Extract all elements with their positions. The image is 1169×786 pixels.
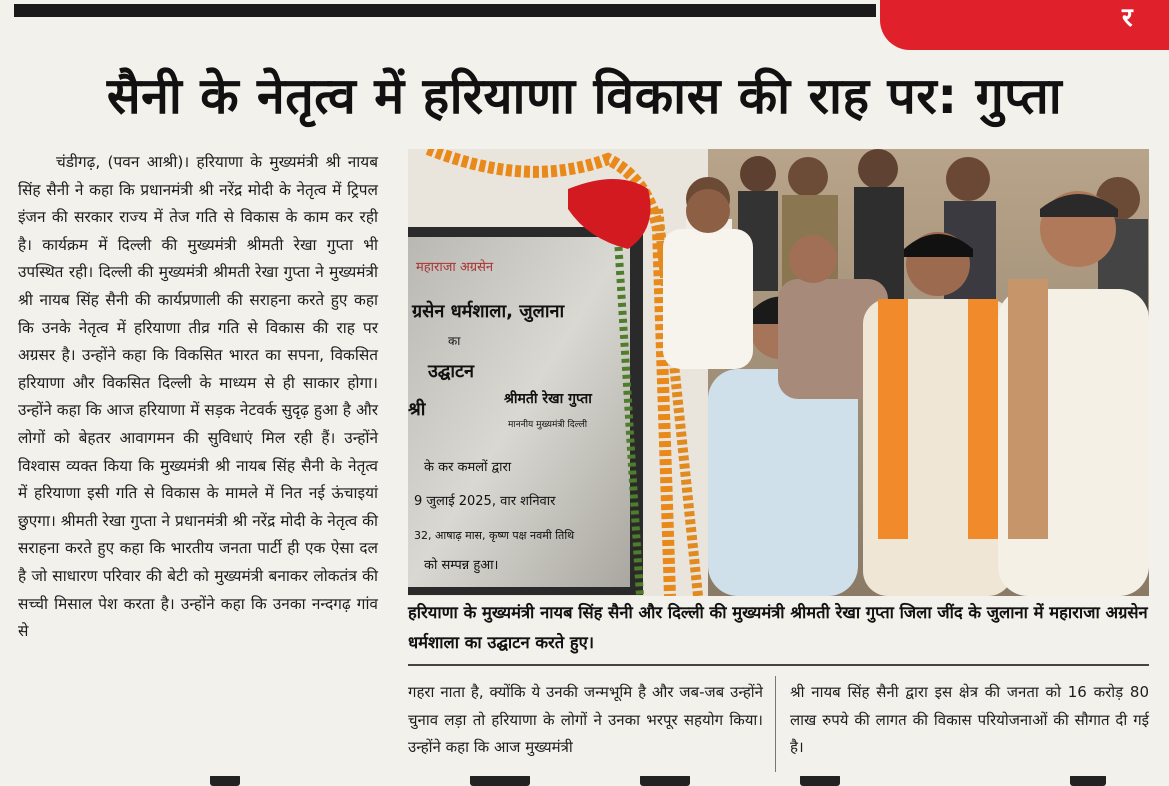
photo-caption: हरियाणा के मुख्यमंत्री नायब सिंह सैनी और दिल्ली की मुख्यमंत्री श्रीमती रेखा गुप्ता जिला जींद के जुलाना में महाराजा अग्रसेन धर्मशाला का उद्घाटन करते हुए। [408, 603, 1148, 652]
plaque-inauguration: उद्घाटन [428, 361, 475, 382]
plaque-guest-name: श्रीमती रेखा गुप्ता [504, 391, 592, 407]
masthead-black-bar [14, 4, 876, 17]
plaque-ka: का [448, 334, 461, 348]
article-column-3: श्री नायब सिंह सैनी द्वारा इस क्षेत्र की जनता को 16 करोड़ 80 लाख रुपये की लागत की विकास परियोजनाओं की सौगात दी गई है। [790, 683, 1149, 756]
plaque-tithi-line: 32, आषाढ़ मास, कृष्ण पक्ष नवमी तिथि [414, 529, 575, 542]
article-column-1 [18, 149, 378, 646]
plaque-date-line: 9 जुलाई 2025, वार शनिवार [414, 494, 556, 509]
article-lead-paragraph: चंडीगढ़, (पवन आश्री)। हरियाणा के मुख्यमंत्री श्री नायब सिंह सैनी ने कहा कि प्रधानमंत्री श्री नरेंद्र मोदी के नेतृत्व में ट्रिपल इंजन की सरकार राज्य में तेज गति से विकास के काम कर रही है। कार्यक्रम में दिल्ली की मुख्यमंत्री श्रीमती रेखा गुप्ता भी उपस्थित रही। दिल्ली की मुख्यमंत्री श्रीमती रेखा गुप्ता ने मुख्यमंत्री श्री नायब सिंह सैनी की कार्यप्रणाली की सराहना करते हुए कहा कि उनके नेतृत्व में हरियाणा तीव्र गति से विकास की राह पर अग्रसर है। उन्होंने कहा कि विकसित भारत का सपना, विकसित हरियाणा और विकसित दिल्ली के माध्यम से ही साकार होगा। उन्होंने कहा कि आज हरियाणा में सड़क नेटवर्क सुदृढ़ हुआ है और लोगों को बेहतर आवागमन की सुविधाएं मिल रही हैं। उन्होंने विश्वास व्यक्त किया कि मुख्यमंत्री श्री नायब सिंह सैनी के नेतृत्व में हरियाणा इसी गति से विकास के मामले में नित नई ऊंचाइयां छुएगा। श्रीमती रेखा गुप्ता ने प्रधानमंत्री श्री नरेंद्र मोदी के नेतृत्व की सराहना करते हुए कहा कि भारतीय जनता पार्टी ही एक ऐसा दल है जो साधारण परिवार की बेटी को मुख्यमंत्री बनाकर लोकतंत्र की सच्ची मिसाल पेश करता है। उन्होंने कहा कि उनका नन्दगढ़ गांव से [18, 153, 378, 641]
plaque-done-line: को सम्पन्न हुआ। [424, 558, 499, 573]
section-tab-glyph: र [1122, 3, 1133, 33]
plaque-shri: श्री [408, 399, 426, 420]
article-headline: सैनी के नेतृत्व में हरियाणा विकास की राह पर: गुप्ता [106, 67, 1063, 125]
column-separator [775, 676, 776, 772]
next-headline-cutoff [0, 776, 1169, 786]
plaque-guest-role: माननीय मुख्यमंत्री दिल्ली [508, 420, 588, 430]
caption-rule [408, 664, 1149, 666]
plaque-top-line: महाराजा अग्रसेन [416, 260, 494, 275]
plaque-by-line: के कर कमलों द्वारा [424, 460, 512, 475]
news-photo [408, 149, 1149, 596]
photo-illustration [408, 149, 1149, 596]
section-red-tab [880, 0, 1169, 50]
article-column-2: गहरा नाता है, क्योंकि ये उनकी जन्मभूमि है और जब-जब उन्होंने चुनाव लड़ा तो हरियाणा के लोगों ने उनका भरपूर सहयोग किया। उन्होंने कहा कि आज मुख्यमंत्री [408, 683, 763, 756]
plaque-title: ग्रसेन धर्मशाला, जुलाना [412, 301, 565, 322]
